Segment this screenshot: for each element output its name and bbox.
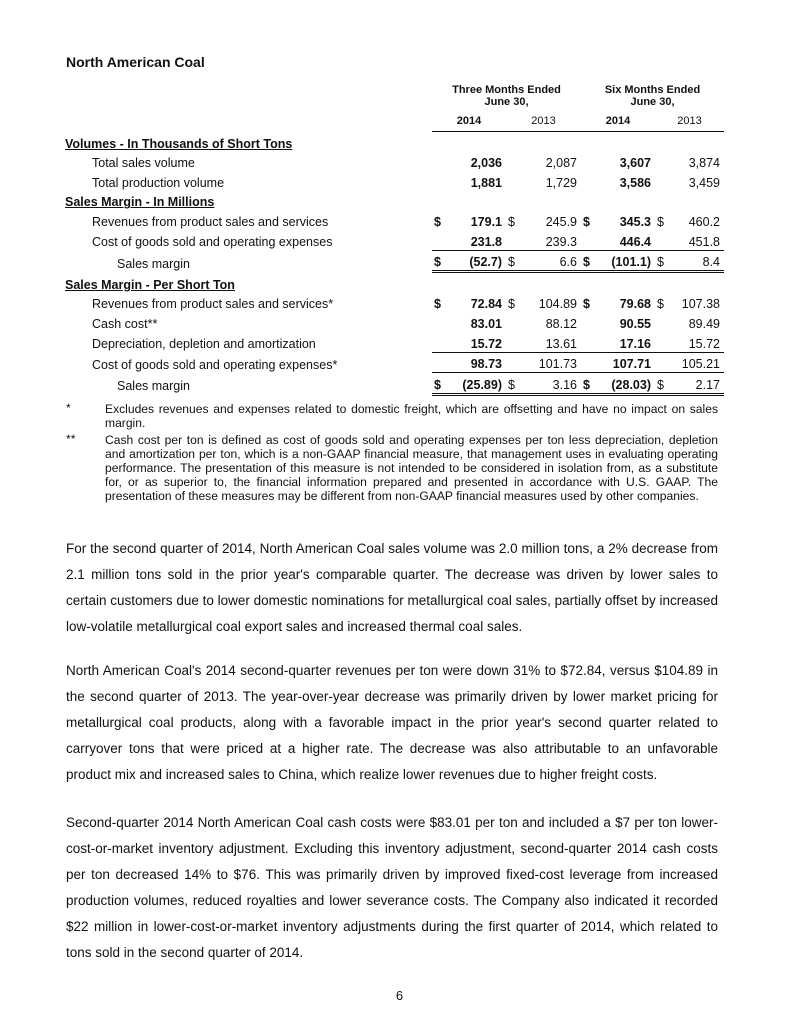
financial-table xyxy=(65,80,724,396)
footnote-text: Excludes revenues and expenses related to domestic freight, which are offsetting and have no impact on sales margin. xyxy=(105,402,718,430)
table-row: Cash cost** 83.01 88.12 90.55 89.49 xyxy=(92,316,720,331)
footnote-mark: ** xyxy=(66,432,76,446)
footnote xyxy=(66,402,718,430)
table-row: Depreciation, depletion and amortization 15.72 13.61 17.16 15.72 xyxy=(65,332,724,352)
body-paragraph: For the second quarter of 2014, North American Coal sales volume was 2.0 million tons, a 2% decrease from 2.1 million tons sold in the prior year's comparable quarter. The decrease was driven by lower sales to certain customers due to lower domestic nominations for metallurgical coal sales, partially offset by increased low-volatile metallurgical coal export sales and increased thermal coal sales. xyxy=(66,541,718,634)
year-header: 2014 xyxy=(432,108,506,132)
year-header: 2013 xyxy=(506,108,581,132)
footnote-text: Cash cost per ton is defined as cost of goods sold and operating expenses per ton less depreciation, depletion and amortization per ton, which is a non-GAAP financial measure, that management uses in evaluating operating performance. The presentation of this measure is not intended to be considered in isolation from, as a substitute for, or as superior to, the financial information prepared and presented in accordance with U.S. GAAP. The presentation of these measures may be different from non-GAAP financial measures used by other companies. xyxy=(105,433,718,503)
table-row: Revenues from product sales and services* $ 72.84 $ 104.89 $ 79.68 $ 107.38 xyxy=(92,297,720,312)
section-margin-per-ton: Sales Margin - Per Short Ton xyxy=(65,277,235,292)
page-title: North American Coal xyxy=(66,54,205,70)
table-row: Total sales volume 2,036 2,087 3,607 3,874 xyxy=(92,156,720,171)
body-paragraph: North American Coal's 2014 second-quarter revenues per ton were down 31% to $72.84, versus $104.89 in the second quarter of 2013. The year-over-year decrease was primarily driven by lower market pricing for metallurgical coal products, along with a favorable impact in the prior year's second quarter related to carryover tons that were priced at a higher rate. The decrease was also attributable to an unfavorable product mix and increased sales to China, which realize lower revenues due to higher freight costs. xyxy=(66,663,718,782)
table-row: Cost of goods sold and operating expenses* 98.73 101.73 107.71 105.21 xyxy=(65,352,724,373)
year-header: 2014 xyxy=(581,108,655,132)
section-volumes: Volumes - In Thousands of Short Tons xyxy=(65,136,293,151)
section-margin-millions: Sales Margin - In Millions xyxy=(65,195,215,210)
body-paragraph: Second-quarter 2014 North American Coal cash costs were $83.01 per ton and included a $7 per ton lower-cost-or-market inventory adjustment. Excluding this inventory adjustment, second-quarter 2014 cash costs per ton decreased 14% to $76. This was primarily driven by improved fixed-cost leverage from increased production volumes, reduced royalties and lower severance costs. The Company also indicated it recorded $22 million in lower-cost-or-market inventory adjustments during the first quarter of 2014, which related to tons sold in the second quarter of 2014. xyxy=(66,815,718,960)
page-number: 6 xyxy=(395,988,404,1003)
table-row: Sales margin $ (25.89) $ 3.16 $ (28.03) $ 2.17 xyxy=(65,373,724,395)
footnote xyxy=(66,433,718,503)
table-row: Sales margin $ (52.7) $ 6.6 $ (101.1) $ 8.4 xyxy=(65,250,724,272)
table-row: Total production volume 1,881 1,729 3,586 3,459 xyxy=(92,175,720,190)
footnote-mark: * xyxy=(66,401,71,415)
year-header: 2013 xyxy=(655,108,724,132)
table-row: Cost of goods sold and operating expenses 231.8 239.3 446.4 451.8 xyxy=(65,230,724,250)
table-row: Revenues from product sales and services $ 179.1 $ 245.9 $ 345.3 $ 460.2 xyxy=(92,214,720,229)
header-six-months: Six Months Ended June 30, xyxy=(604,84,701,108)
header-three-months: Three Months Ended June 30, xyxy=(452,84,561,108)
